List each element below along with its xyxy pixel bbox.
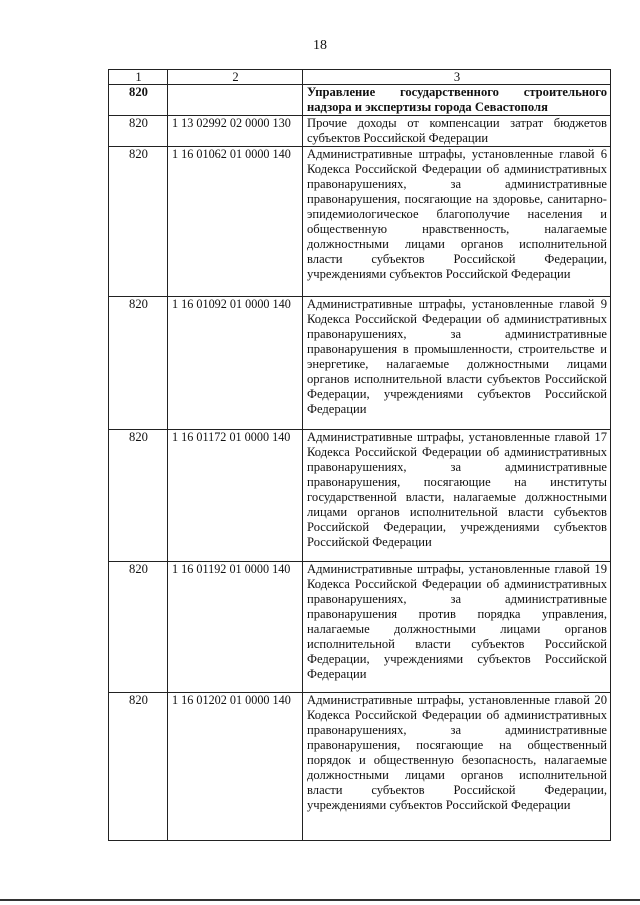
revenue-description: Административные штрафы, установленные главой 6 Кодекса Российской Федерации об административных правонарушениях, за административные правонарушения, посягающие на здоровье, санитарно-эпидемиологическое благополучие населения и общественную нравственность, налагаемые должностными лицами органов исполнительной власти субъектов Российской Федерации, учреждениями субъектов Российской Федерации xyxy=(303,147,611,297)
scan-edge-divider xyxy=(0,899,640,901)
admin-code: 820 xyxy=(109,562,168,693)
kbk-code: 1 16 01172 01 0000 140 xyxy=(168,430,303,562)
page-number: 18 xyxy=(313,38,327,53)
admin-code: 820 xyxy=(109,147,168,297)
table-row xyxy=(109,430,611,562)
revenue-description: Административные штрафы, установленные главой 20 Кодекса Российской Федерации об административных правонарушениях, за административные правонарушения, посягающие на общественный порядок и общественную безопасность, налагаемые должностными лицами органов исполнительной власти субъектов Российской Федерации, учреждениями субъектов Российской Федерации xyxy=(303,693,611,841)
kbk-code: 1 16 01202 01 0000 140 xyxy=(168,693,303,841)
budget-revenue-table xyxy=(108,69,611,841)
column-header-2: 2 xyxy=(168,70,303,85)
admin-code: 820 xyxy=(109,116,168,147)
section-row xyxy=(109,85,611,116)
revenue-description: Прочие доходы от компенсации затрат бюджетов субъектов Российской Федерации xyxy=(303,116,611,147)
revenue-description: Административные штрафы, установленные главой 17 Кодекса Российской Федерации об административных правонарушениях, за административные правонарушения, посягающие на институты государственной власти, налагаемые должностными лицами органов исполнительной власти субъектов Российской Федерации, учреждениями субъектов Российской Федерации xyxy=(303,430,611,562)
admin-code: 820 xyxy=(109,297,168,430)
section-title: Управление государственного строительного надзора и экспертизы города Севастополя xyxy=(303,85,611,116)
column-header-1: 1 xyxy=(109,70,168,85)
kbk-code: 1 16 01192 01 0000 140 xyxy=(168,562,303,693)
section-code: 820 xyxy=(109,85,168,116)
kbk-code: 1 16 01092 01 0000 140 xyxy=(168,297,303,430)
kbk-code: 1 13 02992 02 0000 130 xyxy=(168,116,303,147)
admin-code: 820 xyxy=(109,693,168,841)
table-row xyxy=(109,693,611,841)
table-header-row xyxy=(109,70,611,85)
revenue-description: Административные штрафы, установленные главой 9 Кодекса Российской Федерации об административных правонарушениях, за административные правонарушения в промышленности, строительстве и энергетике, налагаемые должностными лицами органов исполнительной власти субъектов Российской Федерации, учреждениями субъектов Российской Федерации xyxy=(303,297,611,430)
table-row xyxy=(109,147,611,297)
table-row xyxy=(109,116,611,147)
table-row xyxy=(109,297,611,430)
kbk-code: 1 16 01062 01 0000 140 xyxy=(168,147,303,297)
revenue-description: Административные штрафы, установленные главой 19 Кодекса Российской Федерации об административных правонарушениях, за административные правонарушения против порядка управления, налагаемые должностными лицами органов исполнительной власти субъектов Российской Федерации, учреждениями субъектов Российской Федерации xyxy=(303,562,611,693)
column-header-3: 3 xyxy=(303,70,611,85)
admin-code: 820 xyxy=(109,430,168,562)
table-row xyxy=(109,562,611,693)
section-kbk xyxy=(168,85,303,116)
